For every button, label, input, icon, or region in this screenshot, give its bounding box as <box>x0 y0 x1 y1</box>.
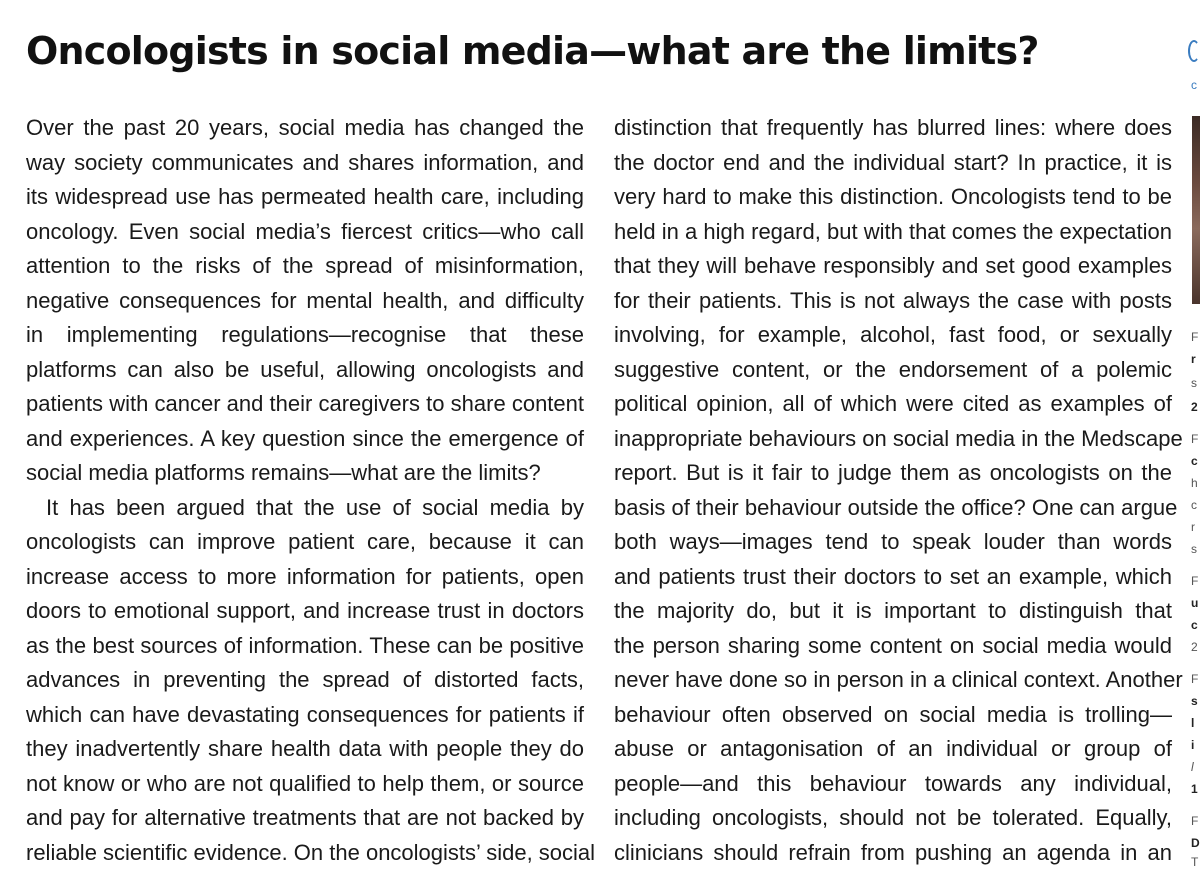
margin-fragment: r <box>1191 352 1200 366</box>
margin-fragment: 1 <box>1191 782 1200 796</box>
text-line: negative consequences for mental health, and difficulty <box>26 284 584 319</box>
text-line: increase access to more information for patients, open <box>26 560 584 595</box>
right-column <box>614 111 1172 870</box>
margin-fragment: i <box>1191 738 1200 752</box>
text-line: distinction that frequently has blurred lines: where does <box>614 111 1172 146</box>
margin-fragment: s <box>1191 542 1200 556</box>
text-line: patients with cancer and their caregivers to share content <box>26 387 584 422</box>
margin-fragment: c <box>1191 78 1200 92</box>
text-line: and pay for alternative treatments that are not backed by <box>26 801 584 836</box>
sidebar-photo <box>1192 116 1200 304</box>
text-line: Over the past 20 years, social media has changed the <box>26 111 584 146</box>
text-line: clinicians should refrain from pushing an agenda in an <box>614 836 1172 870</box>
text-line: for their patients. This is not always the case with posts <box>614 284 1172 319</box>
open-access-icon <box>1188 40 1200 62</box>
text-line: behaviour often observed on social media is trolling— <box>614 698 1172 733</box>
margin-fragment: c <box>1191 454 1200 468</box>
text-line: including oncologists, should not be tolerated. Equally, <box>614 801 1172 836</box>
text-line: abuse or antagonisation of an individual or group of <box>614 732 1172 767</box>
text-line: social media platforms remains—what are the limits? <box>26 456 584 491</box>
text-line: people—and this behaviour towards any individual, <box>614 767 1172 802</box>
margin-fragment: T <box>1191 855 1200 869</box>
text-line: and experiences. A key question since the emergence of <box>26 422 584 457</box>
text-line: basis of their behaviour outside the office? One can argue <box>614 491 1172 526</box>
margin-fragment: c <box>1191 498 1200 512</box>
text-line: reliable scientific evidence. On the oncologists’ side, social <box>26 836 584 870</box>
text-line: the person sharing some content on social media would <box>614 629 1172 664</box>
text-line: never have done so in person in a clinical context. Another <box>614 663 1172 698</box>
text-line: advances in preventing the spread of distorted facts, <box>26 663 584 698</box>
margin-fragment: 2 <box>1191 640 1200 654</box>
margin-fragment: D <box>1191 836 1200 850</box>
text-line: oncologists can improve patient care, because it can <box>26 525 584 560</box>
margin-fragment: h <box>1191 476 1200 490</box>
text-line: both ways—images tend to speak louder than words <box>614 525 1172 560</box>
margin-fragment: u <box>1191 596 1200 610</box>
text-line: report. But is it fair to judge them as oncologists on the <box>614 456 1172 491</box>
text-line: that they will behave responsibly and set good examples <box>614 249 1172 284</box>
text-line: political opinion, all of which were cited as examples of <box>614 387 1172 422</box>
text-line: held in a high regard, but with that comes the expectation <box>614 215 1172 250</box>
margin-fragment: c <box>1191 618 1200 632</box>
text-line: the majority do, but it is important to distinguish that <box>614 594 1172 629</box>
margin-fragment: r <box>1191 520 1200 534</box>
left-column <box>26 111 584 870</box>
text-line: the doctor end and the individual start? In practice, it is <box>614 146 1172 181</box>
text-line: way society communicates and shares information, and <box>26 146 584 181</box>
text-line: not know or who are not qualified to help them, or source <box>26 767 584 802</box>
text-line: and patients trust their doctors to set an example, which <box>614 560 1172 595</box>
text-line: inappropriate behaviours on social media in the Medscape <box>614 422 1172 457</box>
article-title: Oncologists in social media—what are the limits? <box>26 26 1039 76</box>
margin-fragment: l <box>1191 716 1200 730</box>
margin-fragment: F <box>1191 574 1200 588</box>
text-line: involving, for example, alcohol, fast food, or sexually <box>614 318 1172 353</box>
text-line: they inadvertently share health data with people they do <box>26 732 584 767</box>
margin-fragment: F <box>1191 814 1200 828</box>
text-line: as the best sources of information. These can be positive <box>26 629 584 664</box>
text-line: oncology. Even social media’s fiercest critics—who call <box>26 215 584 250</box>
margin-fragment: F <box>1191 432 1200 446</box>
text-line: in implementing regulations—recognise that these <box>26 318 584 353</box>
text-line: which can have devastating consequences for patients if <box>26 698 584 733</box>
margin-fragment: F <box>1191 672 1200 686</box>
margin-fragment: s <box>1191 376 1200 390</box>
text-line: platforms can also be useful, allowing oncologists and <box>26 353 584 388</box>
margin-fragment: F <box>1191 330 1200 344</box>
text-line: suggestive content, or the endorsement of a polemic <box>614 353 1172 388</box>
text-line: attention to the risks of the spread of misinformation, <box>26 249 584 284</box>
text-line: its widespread use has permeated health care, including <box>26 180 584 215</box>
margin-fragment: s <box>1191 694 1200 708</box>
margin-fragment: l <box>1191 760 1200 774</box>
text-line: very hard to make this distinction. Oncologists tend to be <box>614 180 1172 215</box>
text-line: doors to emotional support, and increase trust in doctors <box>26 594 584 629</box>
margin-fragment: 2 <box>1191 400 1200 414</box>
paragraph-start-line: It has been argued that the use of social media by <box>26 491 584 526</box>
